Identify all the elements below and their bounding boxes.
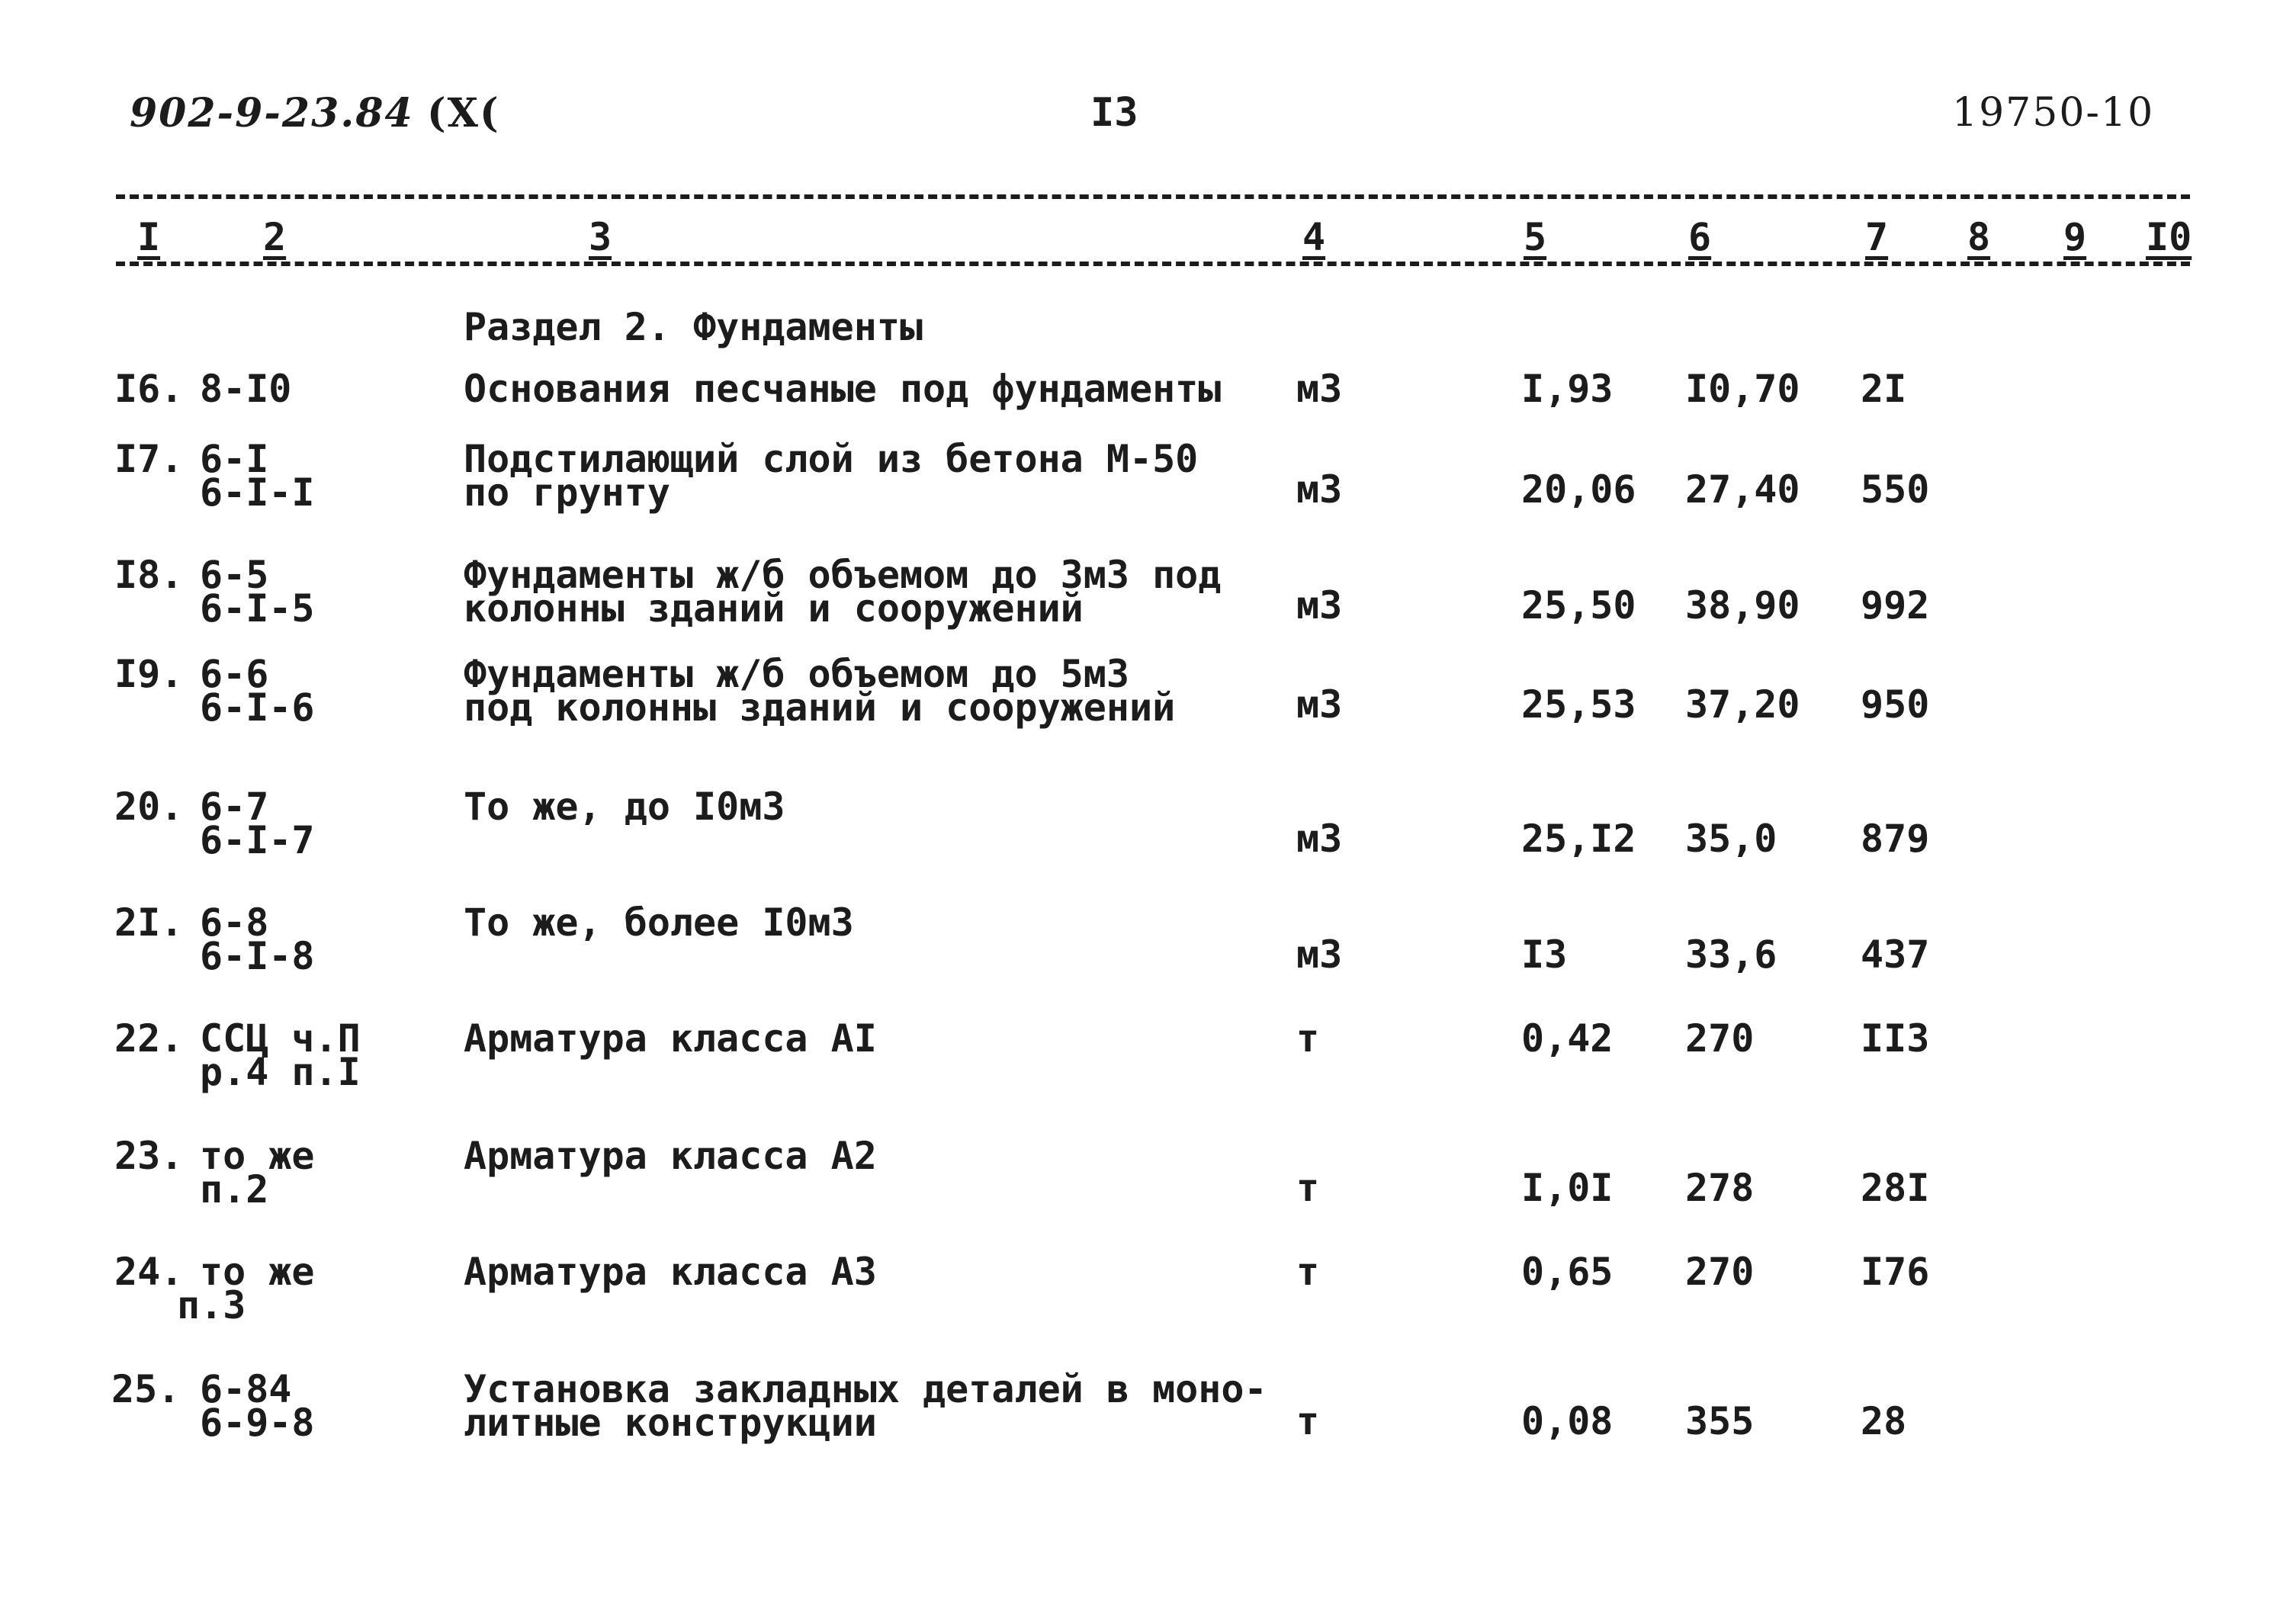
unit-price: I0,70 <box>1685 367 1800 411</box>
row-number: I8. <box>114 553 184 597</box>
work-name: Арматура класса А3 <box>464 1250 877 1294</box>
unit-price: 38,90 <box>1685 583 1800 628</box>
total-cost: 2I <box>1861 367 1907 411</box>
work-name: То же, более I0м3 <box>464 900 854 945</box>
unit: м3 <box>1296 682 1343 727</box>
unit: т <box>1296 1016 1320 1061</box>
unit-price: 35,0 <box>1685 817 1777 861</box>
work-name: Установка закладных деталей в моно- <box>464 1367 1267 1411</box>
document-mark: (X( <box>427 90 500 136</box>
unit: т <box>1296 1166 1320 1210</box>
quantity: I,93 <box>1521 367 1614 411</box>
price-code: то же <box>200 1250 315 1294</box>
work-name-continued: по грунту <box>464 470 670 515</box>
price-code-secondary: п.3 <box>177 1283 246 1327</box>
page-number: I3 <box>1090 90 1138 136</box>
unit: т <box>1296 1399 1320 1443</box>
row-number: 20. <box>114 785 184 829</box>
price-code-secondary: р.4 п.I <box>200 1050 361 1094</box>
total-cost: 28 <box>1861 1399 1907 1443</box>
document-reference: 19750-10 <box>1952 90 2155 136</box>
column-number-7: 7 <box>1865 215 1889 259</box>
column-number-3: 3 <box>589 215 612 259</box>
price-code-secondary: 6-I-8 <box>200 934 315 978</box>
column-number-4: 4 <box>1302 215 1326 259</box>
quantity: I3 <box>1521 932 1568 977</box>
price-code-secondary: п.2 <box>200 1167 269 1212</box>
price-code: 6-5 <box>200 553 269 597</box>
row-number: 24. <box>114 1250 184 1294</box>
header-rule-top <box>116 194 2190 199</box>
unit-price: 33,6 <box>1685 932 1777 977</box>
unit-price: 27,40 <box>1685 467 1800 512</box>
quantity: 0,65 <box>1521 1250 1614 1294</box>
total-cost: 992 <box>1861 583 1930 628</box>
work-name-continued: колонны зданий и сооружений <box>464 586 1084 631</box>
work-name: Арматура класса АI <box>464 1016 877 1061</box>
total-cost: 879 <box>1861 817 1930 861</box>
work-name: Основания песчаные под фундаменты <box>464 367 1222 411</box>
row-number: 22. <box>114 1016 184 1061</box>
price-code-secondary: 6-I-5 <box>200 586 315 631</box>
unit-price: 270 <box>1685 1016 1755 1061</box>
header-rule-bottom <box>116 262 2190 266</box>
row-number: 25. <box>111 1367 181 1411</box>
unit: м3 <box>1296 467 1343 512</box>
work-name: Фундаменты ж/б объемом до 5м3 <box>464 652 1129 696</box>
price-code: 6-I <box>200 437 269 481</box>
price-code: 6-7 <box>200 785 269 829</box>
row-number: I7. <box>114 437 184 481</box>
price-code-secondary: 6-I-6 <box>200 685 315 730</box>
column-number-10: I0 <box>2146 215 2192 259</box>
unit-price: 37,20 <box>1685 682 1800 727</box>
quantity: 25,I2 <box>1521 817 1636 861</box>
work-name: Арматура класса А2 <box>464 1134 877 1178</box>
unit-price: 270 <box>1685 1250 1755 1294</box>
work-name: Подстилающий слой из бетона М-50 <box>464 437 1199 481</box>
column-number-2: 2 <box>263 215 287 259</box>
total-cost: 550 <box>1861 467 1930 512</box>
row-number: 2I. <box>114 900 184 945</box>
total-cost: II3 <box>1861 1016 1930 1061</box>
quantity: I,0I <box>1521 1166 1614 1210</box>
price-code: 6-84 <box>200 1367 292 1411</box>
section-title: Раздел 2. Фундаменты <box>464 305 923 349</box>
column-number-5: 5 <box>1524 215 1547 259</box>
price-code: 6-8 <box>200 900 269 945</box>
total-cost: 28I <box>1861 1166 1930 1210</box>
unit: м3 <box>1296 367 1343 411</box>
work-name: Фундаменты ж/б объемом до 3м3 под <box>464 553 1222 597</box>
row-number: 23. <box>114 1134 184 1178</box>
row-number: I9. <box>114 652 184 696</box>
quantity: 25,50 <box>1521 583 1636 628</box>
unit: м3 <box>1296 932 1343 977</box>
total-cost: 437 <box>1861 932 1930 977</box>
price-code: 8-I0 <box>200 367 292 411</box>
column-number-1: I <box>137 215 161 259</box>
price-code: 6-6 <box>200 652 269 696</box>
column-number-6: 6 <box>1688 215 1712 259</box>
total-cost: 950 <box>1861 682 1930 727</box>
price-code-secondary: 6-I-7 <box>200 818 315 862</box>
work-name: То же, до I0м3 <box>464 785 785 829</box>
column-number-9: 9 <box>2063 215 2087 259</box>
quantity: 25,53 <box>1521 682 1636 727</box>
quantity: 20,06 <box>1521 467 1636 512</box>
quantity: 0,08 <box>1521 1399 1614 1443</box>
unit-price: 278 <box>1685 1166 1755 1210</box>
unit-price: 355 <box>1685 1399 1755 1443</box>
column-number-8: 8 <box>1967 215 1991 259</box>
work-name-continued: под колонны зданий и сооружений <box>464 685 1176 730</box>
row-number: I6. <box>114 367 184 411</box>
work-name-continued: литные конструкции <box>464 1401 877 1445</box>
unit: т <box>1296 1250 1320 1294</box>
total-cost: I76 <box>1861 1250 1930 1294</box>
price-code-secondary: 6-9-8 <box>200 1401 315 1445</box>
unit: м3 <box>1296 817 1343 861</box>
price-code: то же <box>200 1134 315 1178</box>
price-code: ССЦ ч.П <box>200 1016 361 1061</box>
price-code-secondary: 6-I-I <box>200 470 315 515</box>
quantity: 0,42 <box>1521 1016 1614 1061</box>
unit: м3 <box>1296 583 1343 628</box>
document-code: 902-9-23.84 <box>130 90 414 136</box>
